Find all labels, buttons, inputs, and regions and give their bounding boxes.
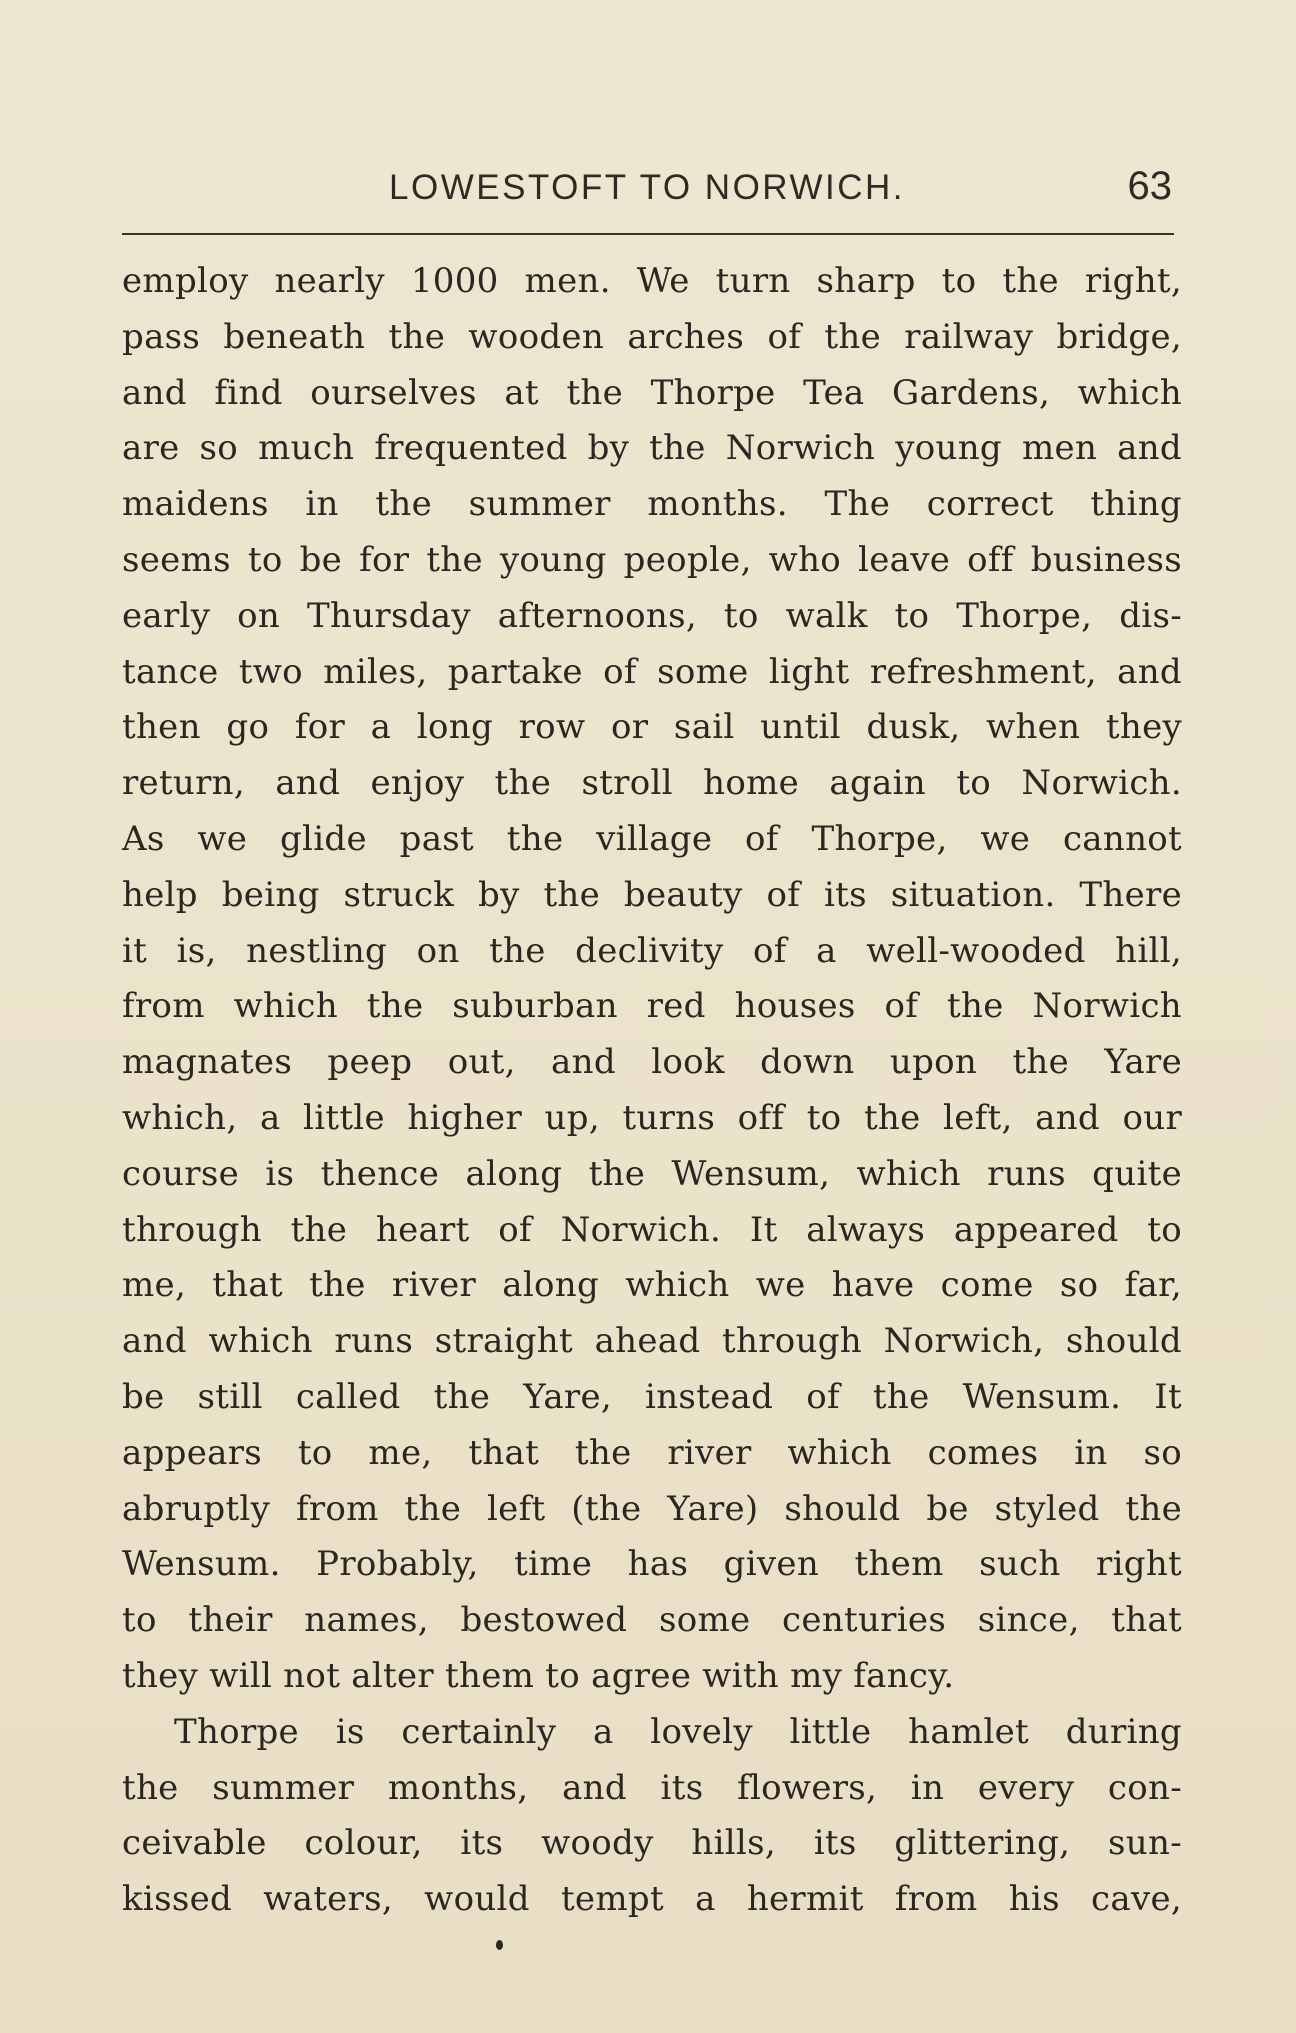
text-line: they will not alter them to agree with my fancy. — [122, 1655, 955, 1696]
header-rule — [122, 233, 1174, 235]
text-line: kissed waters, would tempt a hermit from his cave, — [122, 1879, 1182, 1920]
text-line: early on Thursday afternoons, to walk to Thorpe, dis- — [122, 595, 1182, 636]
text-line: which, a little higher up, turns off to the left, and our — [122, 1097, 1182, 1138]
text-line: Wensum. Probably, time has given them such right — [122, 1544, 1182, 1585]
running-title: LOWESTOFT TO NORWICH. — [389, 168, 905, 207]
signature-mark — [496, 1940, 503, 1950]
text-line: and find ourselves at the Thorpe Tea Gardens, which — [122, 372, 1182, 413]
text-line: maidens in the summer months. The correct thing — [122, 484, 1182, 525]
text-line: employ nearly 1000 men. We turn sharp to the right, — [122, 261, 1182, 301]
text-line: seems to be for the young people, who leave off business — [122, 539, 1182, 580]
body-text — [122, 254, 1182, 1928]
text-line: As we glide past the village of Thorpe, we cannot — [122, 818, 1182, 859]
text-line: the summer months, and its flowers, in every con- — [122, 1767, 1182, 1808]
text-line: abruptly from the left (the Yare) should be styled the — [122, 1488, 1182, 1529]
text-line: be still called the Yare, instead of the Wensum. It — [122, 1376, 1182, 1417]
text-line: through the heart of Norwich. It always appeared to — [122, 1209, 1182, 1250]
text-line: magnates peep out, and look down upon the Yare — [122, 1042, 1182, 1083]
text-line: pass beneath the wooden arches of the railway bridge, — [122, 316, 1182, 357]
text-line: me, that the river along which we have come so far, — [122, 1265, 1182, 1306]
text-line: to their names, bestowed some centuries since, that — [122, 1600, 1182, 1641]
text-line: Thorpe is certainly a lovely little hamlet during — [174, 1711, 1182, 1752]
text-line: help being struck by the beauty of its situation. There — [122, 874, 1182, 915]
text-line: it is, nestling on the declivity of a well-wooded hill, — [122, 930, 1182, 971]
text-line: from which the suburban red houses of the Norwich — [122, 986, 1182, 1027]
text-line: are so much frequented by the Norwich young men and — [122, 428, 1182, 469]
text-line: ceivable colour, its woody hills, its glittering, sun- — [122, 1823, 1182, 1864]
text-line: appears to me, that the river which comes in so — [122, 1432, 1182, 1473]
page-number: 63 — [1127, 164, 1172, 208]
text-line: return, and enjoy the stroll home again to Norwich. — [122, 763, 1182, 804]
text-line: and which runs straight ahead through Norwich, should — [122, 1321, 1182, 1362]
text-line: course is thence along the Wensum, which runs quite — [122, 1153, 1182, 1194]
running-head — [122, 164, 1172, 220]
text-line: tance two miles, partake of some light refreshment, and — [122, 651, 1182, 692]
text-line: then go for a long row or sail until dusk, when they — [122, 707, 1182, 748]
